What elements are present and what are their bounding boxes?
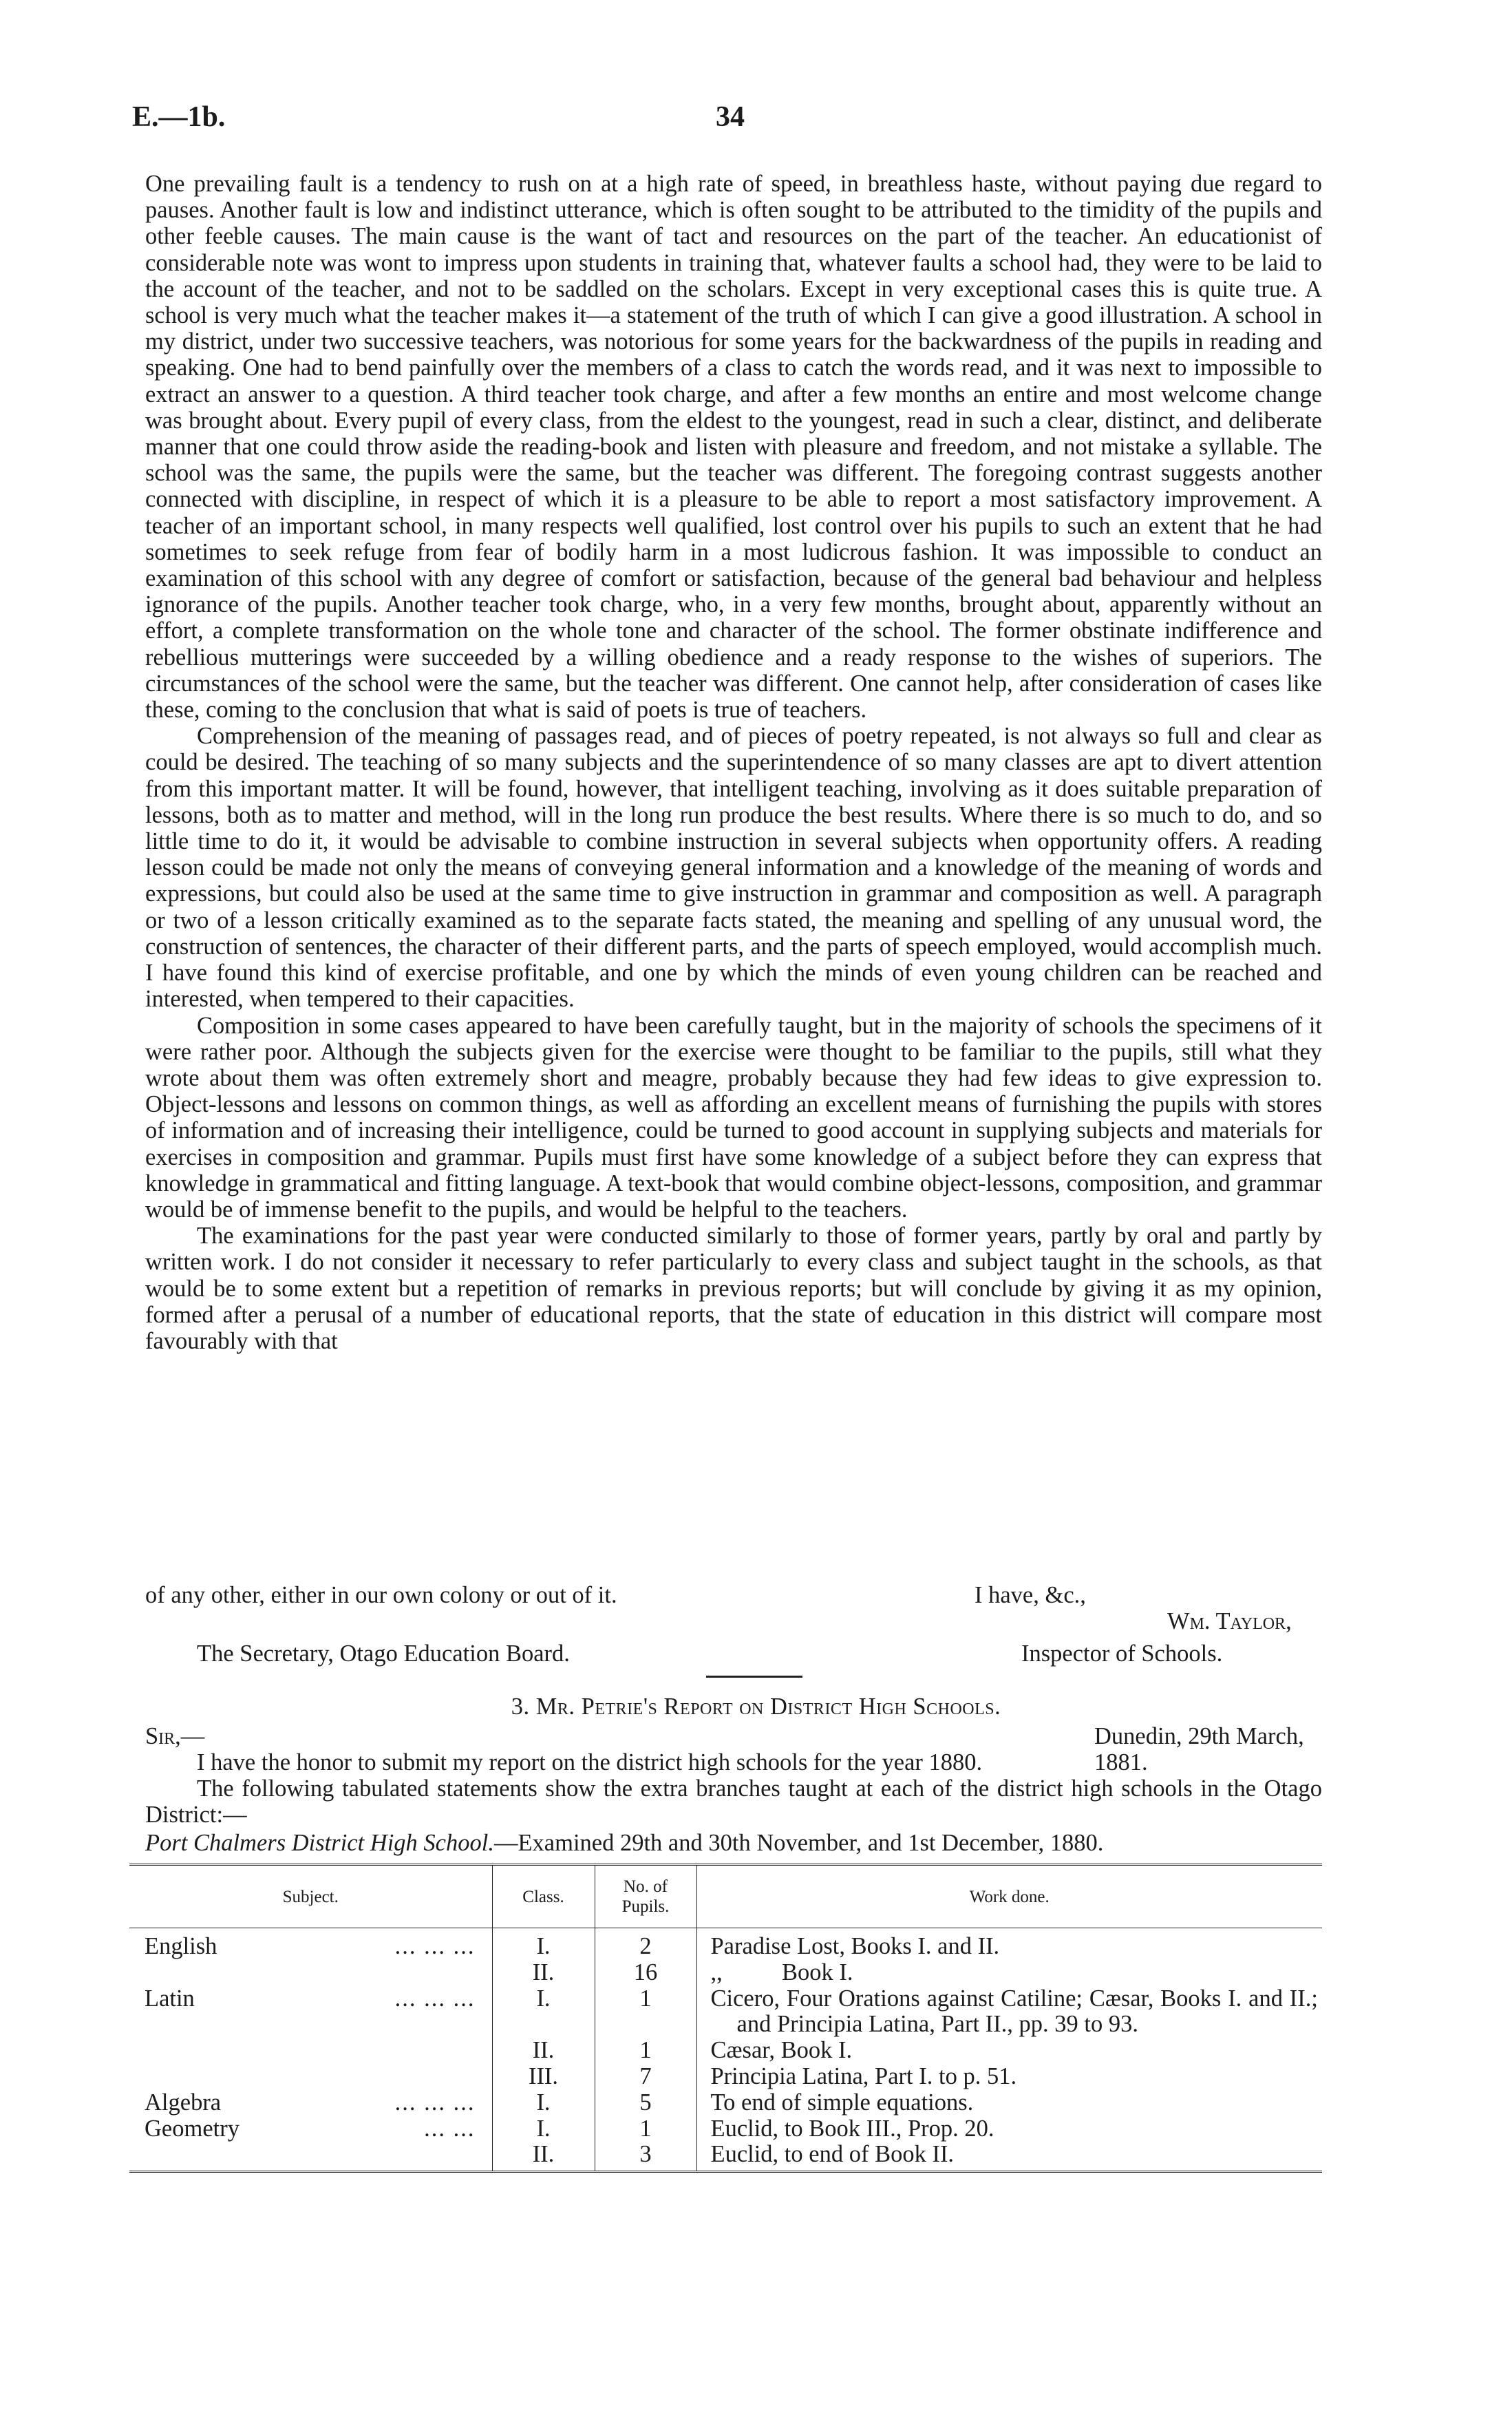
subject-cell (129, 2038, 492, 2064)
subject-cell: Geometry ... ... (145, 2115, 476, 2142)
subject-cell: Algebra ... ... ... (145, 2089, 476, 2116)
pupils-cell: 16 (595, 1960, 696, 1986)
subject-cell (129, 1960, 492, 1986)
work-cell: Euclid, to Book III., Prop. 20. (696, 2116, 1322, 2142)
addressee: The Secretary, Otago Education Board. (197, 1641, 570, 1667)
table-row (129, 1928, 1322, 1960)
section-title: 3. Mr. Petrie's Report on District High Schools. (511, 1694, 1001, 1720)
work-cell: Cicero, Four Orations against Catiline; Cæsar, Books I. and II.; and Principia Latina, Part II., pp. 39 to 93. (696, 1986, 1322, 2038)
table-header-row (129, 1865, 1322, 1928)
pupils-cell: 1 (595, 2038, 696, 2064)
pupils-cell: 1 (595, 1986, 696, 2038)
work-cell: ,, Book I. (696, 1960, 1322, 1986)
pupils-cell: 5 (595, 2090, 696, 2116)
school-exam-dates: —Examined 29th and 30th November, and 1st December, 1880. (493, 1830, 1104, 1856)
table-row (129, 1960, 1322, 1986)
header-pupils: No. of Pupils. (595, 1865, 696, 1928)
paragraph-composition: Composition in some cases appeared to have been carefully taught, but in the majority of schools the specimens of it were rather poor. Although the subjects given for the exercise were thought to be familiar to the pupils, still what they wrote about them was often extremely short and meagre, probably because they had few ideas to give expression to. Object-lessons and lessons on common things, as well as affording an excellent means of furnishing the pupils with stores of information and of increasing their intelligence, could be turned to good account in supplying subjects and materials for exercises in composition and grammar. Pupils must first have some knowledge of a subject before they can express that knowledge in grammatical and fitting language. A text-book that would combine object-lessons, composition, and grammar would be of immense benefit to the pupils, and would be helpful to the teachers. (145, 1012, 1322, 1223)
header-work: Work done. (696, 1865, 1322, 1928)
intro-paragraph-2: The following tabulated statements show the extra branches taught at each of the district high schools in the Otago District:— (145, 1775, 1322, 1828)
intro-paragraph-1: I have the honor to submit my report on the district high schools for the year 1880. (197, 1749, 983, 1775)
pupils-cell: 2 (595, 1928, 696, 1960)
school-subheading (145, 1830, 1322, 1856)
table-row (129, 1986, 1322, 2038)
class-cell: I. (492, 1986, 595, 2038)
work-cell: Cæsar, Book I. (696, 2038, 1322, 2064)
section-divider (706, 1676, 802, 1678)
closing-last-line: of any other, either in our own colony or out of it. (145, 1582, 617, 1608)
pupils-cell: 1 (595, 2116, 696, 2142)
table-row (129, 2064, 1322, 2090)
class-cell: II. (492, 2142, 595, 2171)
class-cell: I. (492, 2116, 595, 2142)
table-row (129, 2090, 1322, 2116)
school-name: Port Chalmers District High School. (145, 1830, 494, 1856)
letter-date: Dunedin, 29th March, 1881. (1094, 1723, 1304, 1775)
section-intro (145, 1749, 1322, 1828)
class-cell: I. (492, 2090, 595, 2116)
work-cell: To end of simple equations. (696, 2090, 1322, 2116)
salutation: Sir,— (145, 1723, 205, 1749)
work-cell: Principia Latina, Part I. to p. 51. (696, 2064, 1322, 2090)
paragraph-speed: One prevailing fault is a tendency to rush on at a high rate of speed, in breathless haste, without paying due regard to pauses. Another fault is low and indistinct utterance, which is often sought to be attributed to the timidity of the pupils and other feeble causes. The main cause is the want of tact and resources on the part of the teacher. An educationist of considerable note was wont to impress upon students in training that, whatever faults a school had, they were to be laid to the account of the teacher, and not to be saddled on the scholars. Except in very exceptional cases this is quite true. A school is very much what the teacher makes it—a statement of the truth of which I can give a good illustration. A school in my district, under two successive teachers, was notorious for some years for the backwardness of the pupils in reading and speaking. One had to bend painfully over the members of a class to catch the words read, and it was next to impossible to extract an answer to a question. A third teacher took charge, and after a few months an entire and most welcome change was brought about. Every pupil of every class, from the eldest to the youngest, read in such a clear, distinct, and deliberate manner that one could throw aside the reading-book and listen with pleasure and freedom, and not mistake a syllable. The school was the same, the pupils were the same, but the teacher was different. The foregoing contrast suggests another connected with discipline, in respect of which it is a pleasure to be able to report a most satisfactory improvement. A teacher of an important school, in many respects well qualified, lost control over his pupils to such an extent that he had sometimes to seek refuge from fear of bodily harm in a most ludicrous fashion. It was impossible to conduct an examination of this school with any degree of comfort or satisfaction, because of the general bad behaviour and helpless ignorance of the pupils. Another teacher took charge, who, in a very few months, brought about, apparently without an effort, a complete transformation on the whole tone and character of the school. The former obstinate indifference and rebellious mutterings were succeeded by a willing obedience and a ready response to the wishes of superiors. The circumstances of the school were the same, but the teacher was different. One cannot help, after consideration of cases like these, coming to the conclusion that what is said of poets is true of teachers. (145, 171, 1322, 724)
document-reference: E.—1b. (132, 101, 226, 133)
work-cell: Paradise Lost, Books I. and II. (696, 1928, 1322, 1960)
header-class: Class. (492, 1865, 595, 1928)
work-table (129, 1864, 1322, 2173)
pupils-cell: 3 (595, 2142, 696, 2171)
closing-formula: I have, &c., (975, 1582, 1086, 1608)
paragraph-examinations: The examinations for the past year were conducted similarly to those of former years, partly by oral and partly by written work. I do not consider it necessary to refer particularly to every class and subject taught in the schools, as that would be to some extent but a repetition of remarks in previous reports; but will conclude by giving it as my opinion, formed after a perusal of a number of educational reports, that the state of education in this district will compare most favourably with that (145, 1223, 1322, 1354)
signatory-title: Inspector of Schools. (1021, 1641, 1223, 1667)
page-number: 34 (716, 101, 745, 133)
subject-cell: English ... ... ... (145, 1933, 476, 1959)
table-row (129, 2038, 1322, 2064)
report-body (145, 171, 1322, 1354)
subject-cell (129, 2142, 492, 2171)
paragraph-comprehension: Comprehension of the meaning of passages read, and of pieces of poetry repeated, is not always so full and clear as could be desired. The teaching of so many subjects and the superintendence of so many classes are apt to divert attention from this important matter. It will be found, however, that intelligent teaching, involving as it does suitable preparation of lessons, both as to matter and method, will in the long run produce the best results. Where there is so much to do, and so little time to do it, it would be advisable to combine instruction in several subjects when opportunity offers. A reading lesson could be made not only the means of conveying general information and a knowledge of the meaning of words and expressions, but could also be used at the same time to give instruction in grammar and composition as well. A paragraph or two of a lesson critically examined as to the separate facts stated, the meaning and spelling of any unusual word, the construction of sentences, the character of their different parts, and the parts of speech employed, would accomplish much. I have found this kind of exercise profitable, and one by which the minds of even young children can be reached and interested, when tempered to their capacities. (145, 723, 1322, 1013)
work-cell: Euclid, to end of Book II. (696, 2142, 1322, 2171)
class-cell: II. (492, 1960, 595, 1986)
header-subject: Subject. (129, 1865, 492, 1928)
subject-cell: Latin ... ... ... (145, 1985, 476, 2012)
signatory-name: Wm. Taylor, (1167, 1608, 1292, 1634)
class-cell: II. (492, 2038, 595, 2064)
pupils-cell: 7 (595, 2064, 696, 2090)
class-cell: III. (492, 2064, 595, 2090)
class-cell: I. (492, 1928, 595, 1960)
subject-cell (129, 2064, 492, 2090)
table-row (129, 2142, 1322, 2171)
table-row (129, 2116, 1322, 2142)
